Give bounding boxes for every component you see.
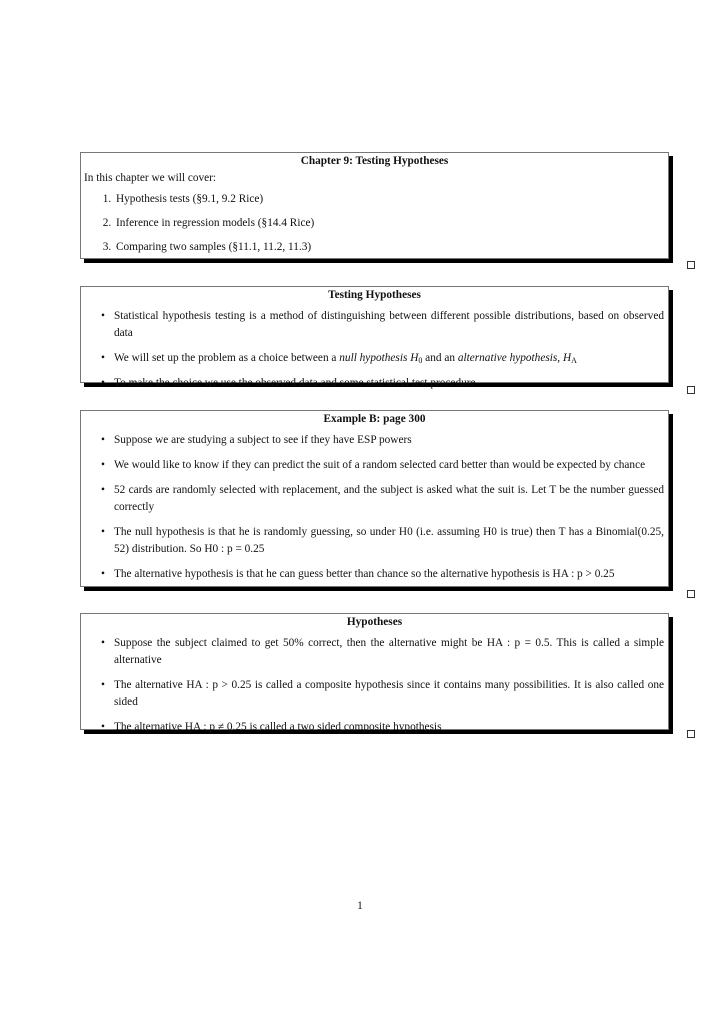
intro-text: In this chapter we will cover:: [84, 171, 217, 184]
slide-example-b: [80, 410, 669, 587]
list-item: [114, 350, 664, 367]
h0-symbol: $H_0$: [410, 351, 423, 365]
list-item: • Suppose the subject claimed to get 50% correct, then the alternative might be HA : p = 0.5. This is called a simple alternative: [114, 635, 664, 669]
end-of-slide-square-icon: [687, 590, 695, 598]
list-item: • To make the choice we use the observed data and some statistical test procedure: [114, 375, 664, 392]
slide-hypotheses: [80, 613, 669, 733]
text: ,: [557, 351, 563, 364]
list-item: • The null hypothesis is that he is randomly guessing, so under H0 (i.e. assuming H0 is true) then T has a Binomial(0.25, 52) distribution. So H0 : p = 0.25: [114, 524, 664, 558]
bullet-list: [81, 635, 668, 736]
alternative-hypothesis-term: alternative hypothesis: [457, 351, 558, 364]
slide-title: Example B: page 300: [323, 413, 426, 425]
end-of-slide-square-icon: [687, 261, 695, 269]
end-of-slide-square-icon: [687, 730, 695, 738]
bullet-list: [81, 432, 668, 583]
list-item: 1. Hypothesis tests (§9.1, 9.2 Rice): [114, 191, 668, 208]
list-item: • Statistical hypothesis testing is a method of distinguishing between different possible distributions, based on observed data: [114, 308, 664, 342]
slide-title: Chapter 9: Testing Hypotheses: [300, 155, 449, 167]
slide-title: Hypotheses: [346, 616, 403, 628]
list-item: • We would like to know if they can predict the suit of a random selected card better than would be expected by chance: [114, 457, 664, 474]
slide-chapter-9: [80, 152, 669, 259]
list-item: • The alternative HA : p ≠ 0.25 is called a two sided composite hypothesis: [114, 719, 664, 736]
end-of-slide-square-icon: [687, 386, 695, 394]
list-item: • The alternative hypothesis is that he can guess better than chance so the alternative hypothesis is HA : p > 0.25: [114, 566, 664, 583]
slide-testing-hypotheses: [80, 286, 669, 389]
slide-title: Testing Hypotheses: [328, 289, 421, 301]
ha-symbol: $H_A$: [562, 351, 577, 365]
list-item: • Suppose we are studying a subject to see if they have ESP powers: [114, 432, 664, 449]
text: and an: [422, 351, 458, 364]
list-item: • 52 cards are randomly selected with replacement, and the subject is asked what the suit is. Let T be the number guessed correctly: [114, 482, 664, 516]
list-item: 2. Inference in regression models (§14.4 Rice): [114, 215, 668, 232]
page-number: 1: [357, 900, 363, 912]
bullet-list: [81, 308, 668, 392]
null-hypothesis-term: null hypothesis: [339, 351, 408, 364]
text: We will set up the problem as a choice between a: [114, 351, 340, 364]
topic-list: [81, 191, 668, 256]
list-item: • The alternative HA : p > 0.25 is called a composite hypothesis since it contains many possibilities. It is also called one sided: [114, 677, 664, 711]
list-item: 3. Comparing two samples (§11.1, 11.2, 11.3): [114, 239, 668, 256]
